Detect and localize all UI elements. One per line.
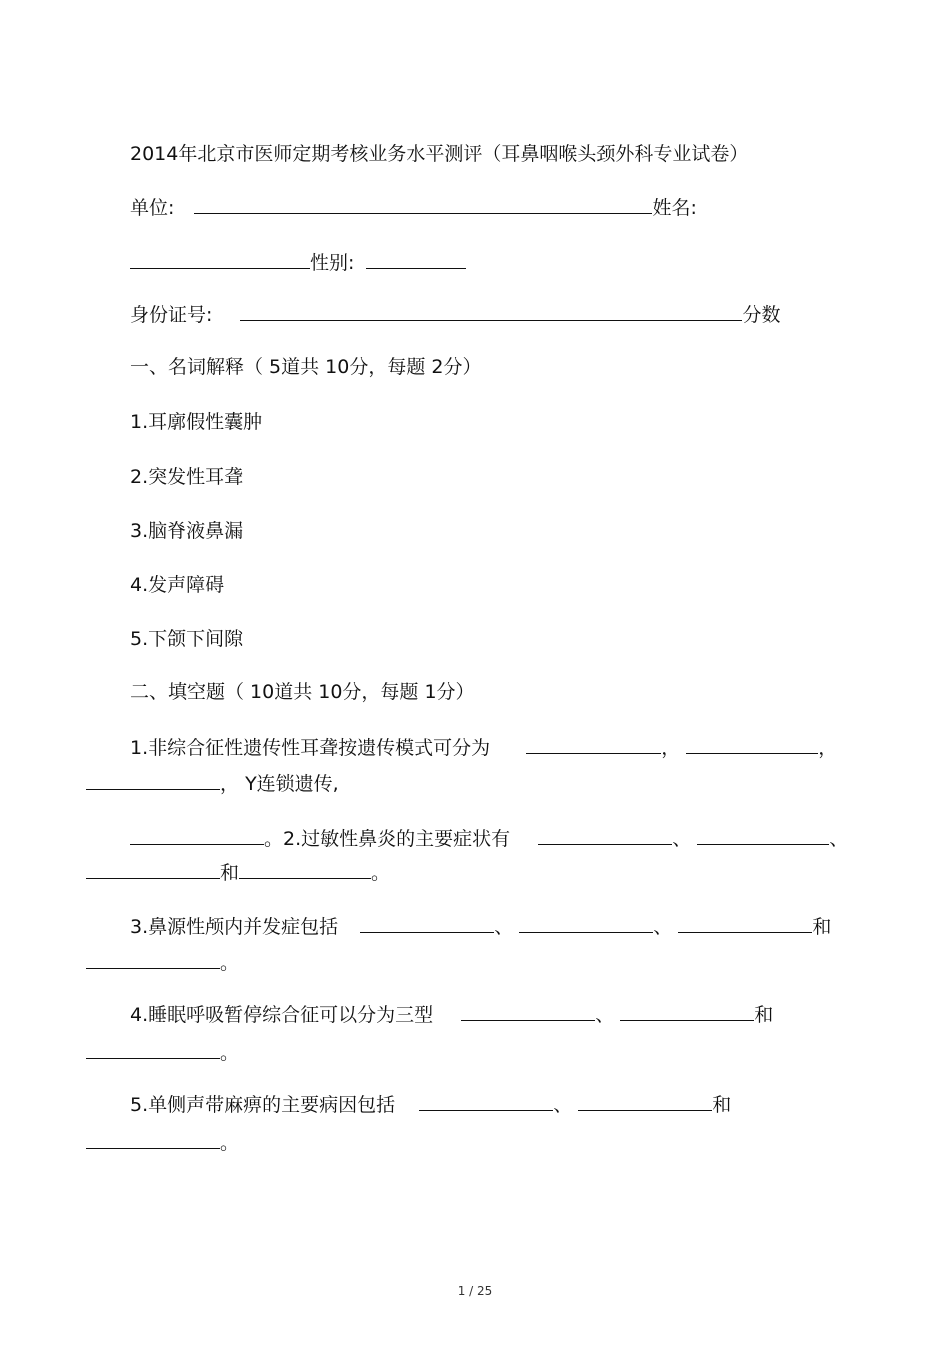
period: 。 [220,952,240,974]
score-label: 分数 [742,304,781,326]
period: 。 [220,1132,240,1154]
gender-field-row [130,250,466,275]
question-1-line-1 [130,735,837,760]
q3-blank-1[interactable] [360,914,494,933]
name-blank[interactable] [130,250,310,269]
gender-blank[interactable] [366,250,466,269]
q3-blank-2[interactable] [519,914,653,933]
unit-field-row [130,195,697,220]
term-item-5: 5.下颌下间隙 [130,628,244,650]
and-word: 和 [712,1094,732,1116]
question-1-text-tail: Y连锁遗传, [245,773,339,795]
q5-blank-3[interactable] [86,1130,220,1149]
q5-blank-2[interactable] [578,1092,712,1111]
question-4-line-2 [86,1040,239,1065]
comma: ， [661,737,681,759]
period: 。 [220,1042,240,1064]
question-2-line-2 [86,860,390,885]
question-5-line-1 [130,1092,731,1117]
section2-heading: 二、填空题（ 10道共 10分，每题 1分） [130,681,475,703]
unit-label: 单位: [130,197,175,219]
q4-blank-3[interactable] [86,1040,220,1059]
q1-blank-2[interactable] [686,735,818,754]
question-2-line-1 [130,826,848,851]
term-item-4: 4.发声障碍 [130,574,225,596]
name-label: 姓名: [652,197,697,219]
and-word: 和 [754,1004,774,1026]
q2-blank-3[interactable] [86,860,220,879]
question-1-line-2 [86,771,339,796]
q1-blank-4[interactable] [130,826,264,845]
question-5-text: 5.单侧声带麻痹的主要病因包括 [130,1094,396,1116]
unit-blank[interactable] [194,195,652,214]
section1-heading: 一、名词解释（ 5道共 10分，每题 2分） [130,356,482,378]
q1-blank-1[interactable] [526,735,661,754]
q1-blank-3[interactable] [86,771,220,790]
page-number: 1 / 25 [457,1284,493,1298]
dun-comma: 、 [553,1094,573,1116]
question-4-line-1 [130,1002,773,1027]
comma: ， [220,773,240,795]
id-label: 身份证号: [130,304,213,326]
period: 。 [264,828,284,850]
question-3-line-1 [130,914,831,939]
id-blank[interactable] [240,302,742,321]
q2-blank-4[interactable] [239,860,371,879]
and-word: 和 [812,916,832,938]
id-field-row [130,302,780,327]
dun-comma: 、 [672,828,692,850]
term-item-1: 1.耳廓假性囊肿 [130,411,263,433]
dun-comma: 、 [494,916,514,938]
period: 。 [371,862,391,884]
q2-blank-2[interactable] [697,826,829,845]
comma: ， [818,737,838,759]
q4-blank-1[interactable] [461,1002,595,1021]
term-item-2: 2.突发性耳聋 [130,466,244,488]
q5-blank-1[interactable] [419,1092,553,1111]
term-item-3: 3.脑脊液鼻漏 [130,520,244,542]
question-1-text: 1.非综合征性遗传性耳聋按遗传模式可分为 [130,737,491,759]
question-2-text: 2.过敏性鼻炎的主要症状有 [283,828,511,850]
dun-comma: 、 [595,1004,615,1026]
gender-label: 性别: [310,252,355,274]
question-3-text: 3.鼻源性颅内并发症包括 [130,916,339,938]
dun-comma: 、 [829,828,849,850]
q3-blank-4[interactable] [86,950,220,969]
and-word: 和 [220,862,240,884]
q2-blank-1[interactable] [538,826,672,845]
question-5-line-2 [86,1130,239,1155]
q3-blank-3[interactable] [678,914,812,933]
question-3-line-2 [86,950,239,975]
q4-blank-2[interactable] [620,1002,754,1021]
dun-comma: 、 [653,916,673,938]
question-4-text: 4.睡眠呼吸暂停综合征可以分为三型 [130,1004,434,1026]
document-title: 2014年北京市医师定期考核业务水平测评（耳鼻咽喉头颈外科专业试卷） [130,143,749,165]
